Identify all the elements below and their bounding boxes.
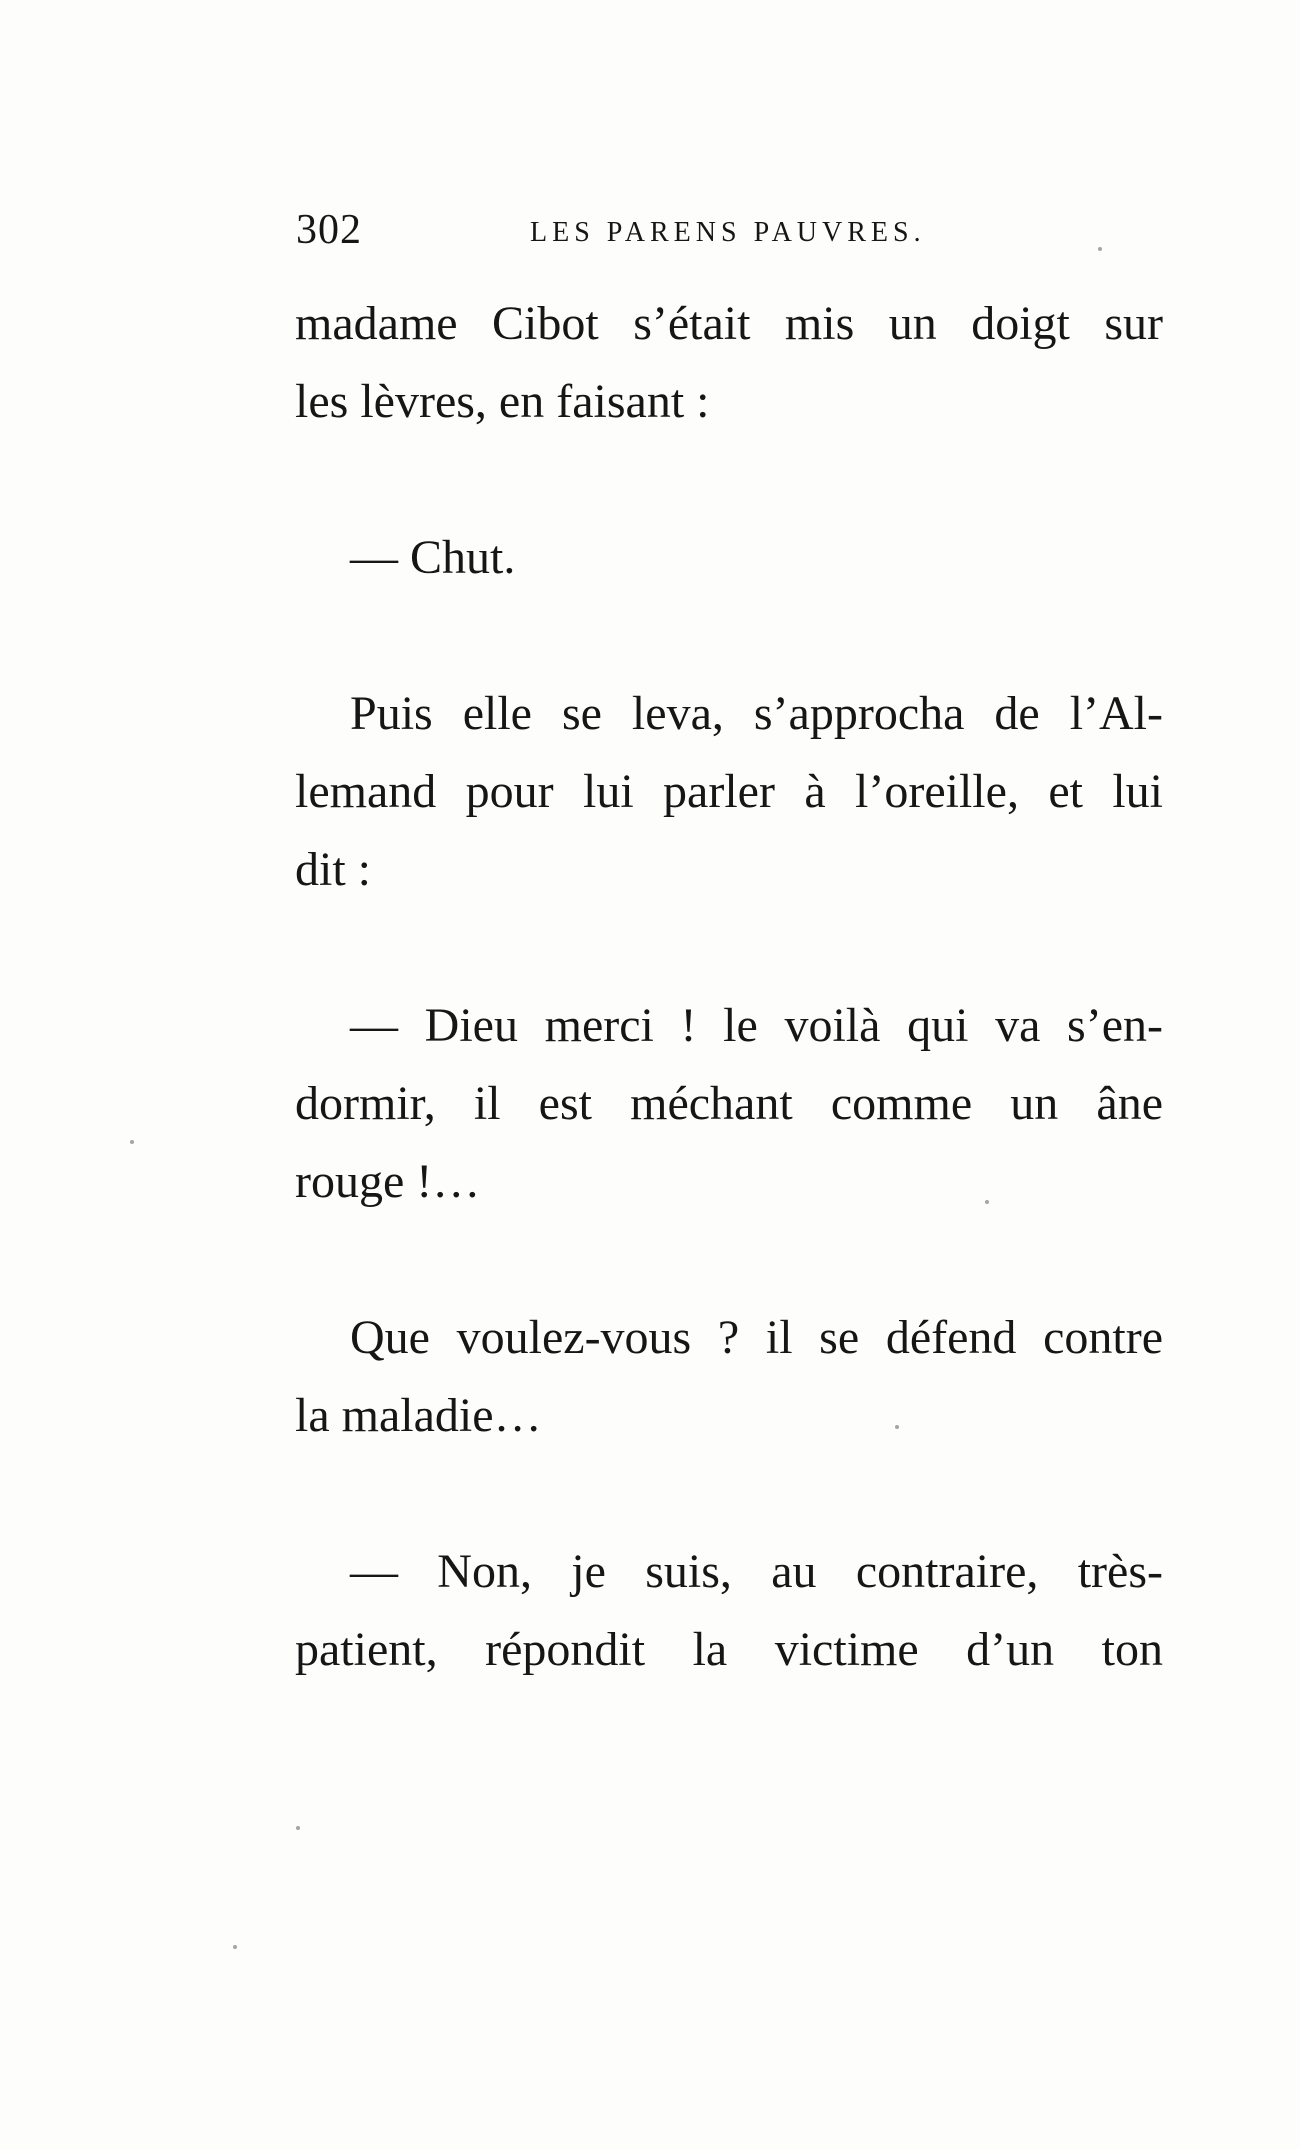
text-line: les lèvres, en faisant : (295, 375, 710, 428)
text-line: rouge !… (295, 1155, 481, 1208)
paper-speck (1098, 247, 1102, 251)
paper-speck (233, 1945, 237, 1949)
text-line: Puis elle se leva, s’approcha de l’Al- (350, 687, 1163, 740)
page-header (296, 205, 1166, 265)
paper-speck (296, 1826, 300, 1830)
paragraph-gap (295, 441, 1163, 519)
paper-speck (130, 1140, 134, 1144)
body-text (295, 285, 1163, 1689)
running-title: LES PARENS PAUVRES. (530, 217, 926, 248)
paragraph-gap (295, 909, 1163, 987)
text-line: — Chut. (350, 531, 516, 584)
page-number: 302 (296, 207, 362, 253)
text-line: lemand pour lui parler à l’oreille, et lui (295, 765, 1163, 818)
paragraph-gap (295, 1221, 1163, 1299)
text-line: la maladie… (295, 1389, 542, 1442)
text-line: dit : (295, 843, 372, 896)
text-line: dormir, il est méchant comme un âne (295, 1077, 1163, 1130)
paragraph-gap (295, 1455, 1163, 1533)
text-line: — Dieu merci ! le voilà qui va s’en- (350, 999, 1163, 1052)
paper-speck (985, 1200, 989, 1204)
text-line: madame Cibot s’était mis un doigt sur (295, 297, 1163, 350)
paragraph-gap (295, 597, 1163, 675)
text-line: patient, répondit la victime d’un ton (295, 1623, 1163, 1676)
paper-speck (895, 1425, 899, 1429)
text-line: Que voulez-vous ? il se défend contre (350, 1311, 1163, 1364)
text-line: — Non, je suis, au contraire, très- (350, 1545, 1163, 1598)
